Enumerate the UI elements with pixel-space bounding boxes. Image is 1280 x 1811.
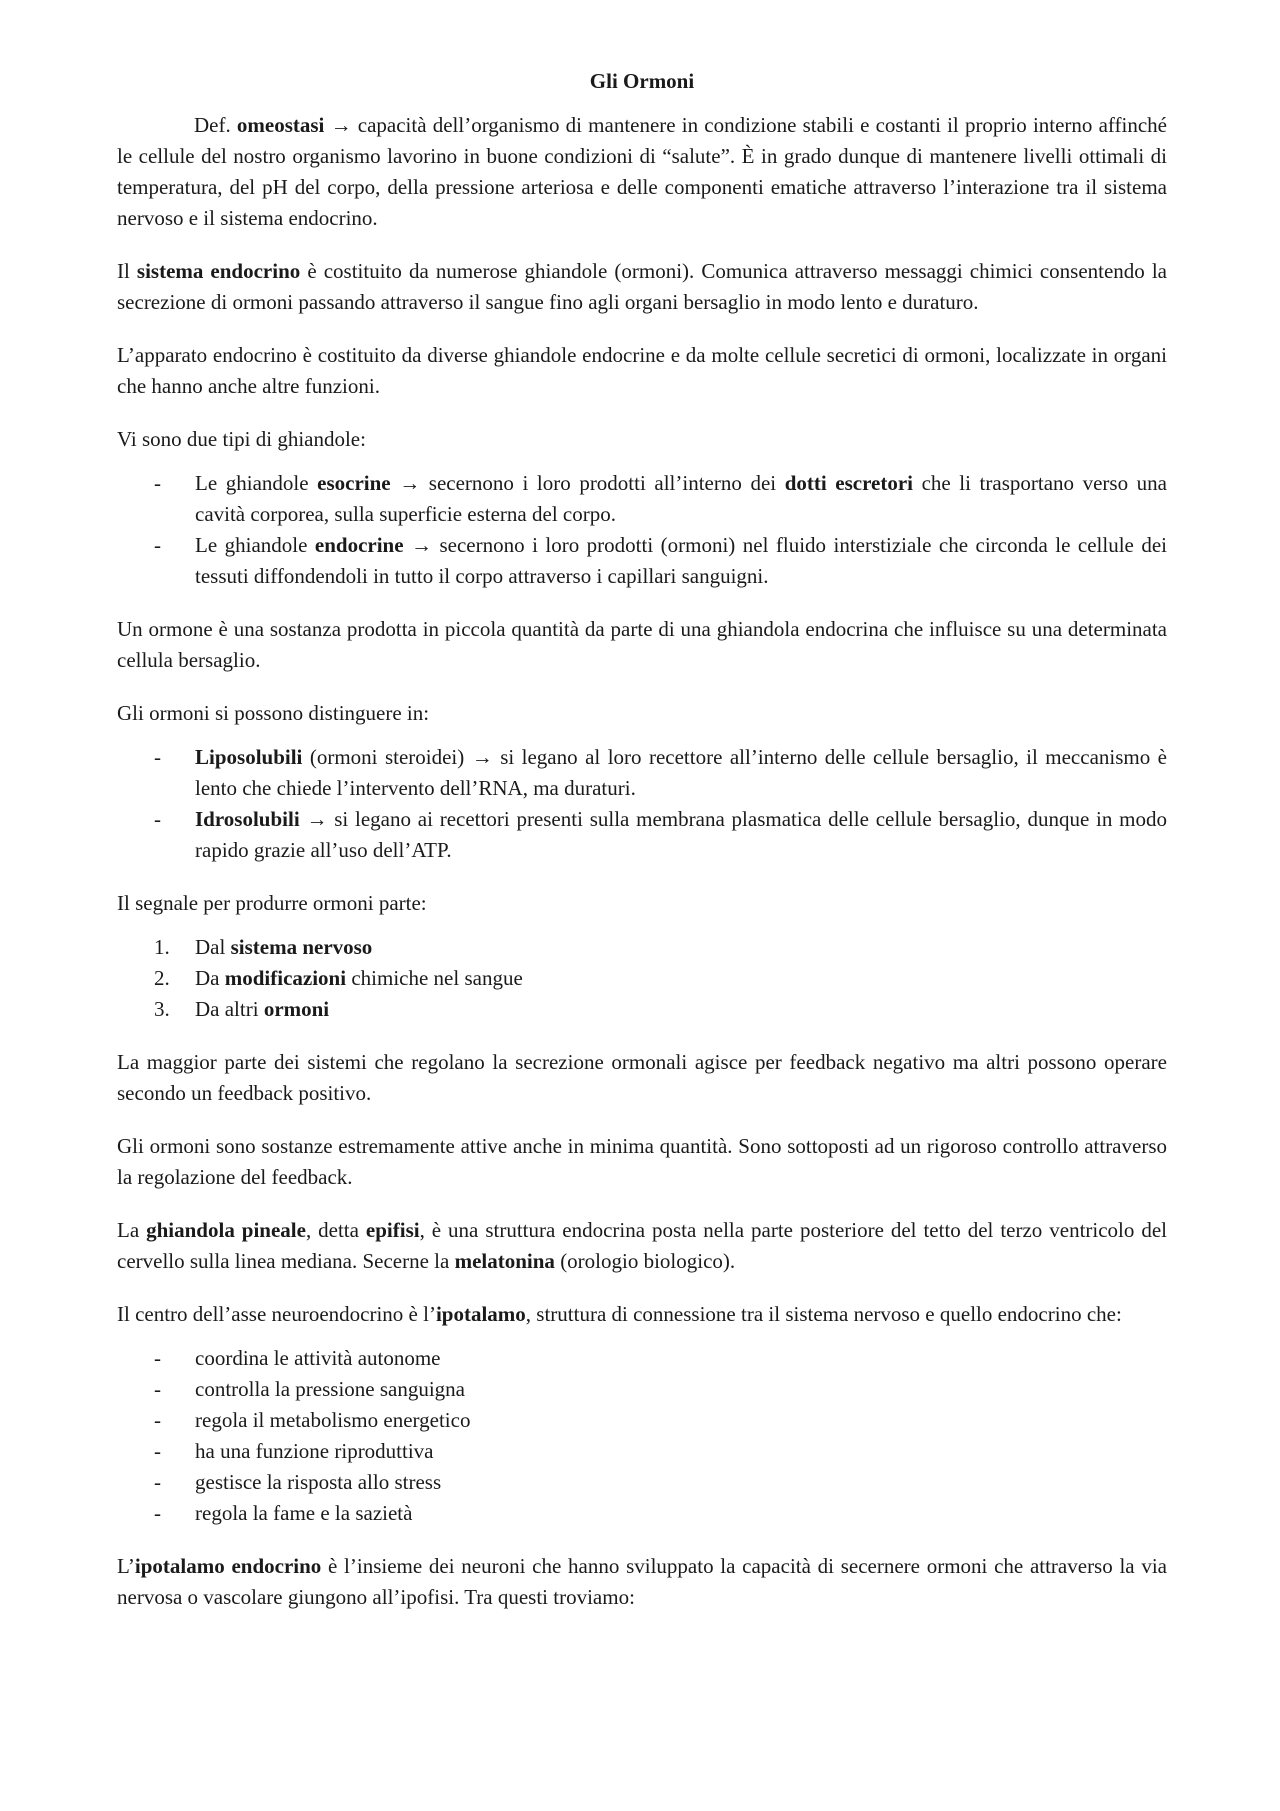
list-item: [117, 1343, 1167, 1374]
paragraph-omeostasi: [117, 110, 1167, 234]
number-marker: 2.: [154, 966, 170, 990]
number-marker: 1.: [154, 935, 170, 959]
text-span: è costituito da numerose ghiandole (ormoni). Comunica attraverso messaggi chimici consentendo la secrezione di ormoni passando attraverso il sangue fino agli organi bersaglio in modo lento e duraturo.: [117, 259, 1168, 314]
term-sistema-nervoso: sistema nervoso: [230, 935, 373, 959]
paragraph-distinzione-ormoni: Gli ormoni si possono distinguere in:: [117, 701, 430, 725]
list-item: [117, 742, 1167, 804]
text-span: Da: [195, 966, 225, 990]
bullet-marker: -: [154, 471, 161, 495]
text-span: chimiche nel sangue: [346, 966, 523, 990]
arrow-icon: →: [471, 745, 501, 769]
text-span: , detta: [305, 1218, 366, 1242]
paragraph-ghiandola-pineale: [117, 1215, 1167, 1277]
text-span: ha una funzione riproduttiva: [195, 1439, 434, 1463]
text-span: , è una struttura endocrina posta nella parte posteriore del tetto del terzo ventricolo del cervello sulla linea mediana. Secerne la: [117, 1218, 1167, 1273]
arrow-icon: →: [306, 807, 335, 831]
term-esocrine: esocrine: [317, 471, 391, 495]
text-span: , struttura di connessione tra il sistema nervoso e quello endocrino che:: [525, 1302, 1122, 1326]
bullet-marker: -: [154, 1439, 161, 1463]
list-item: [117, 1374, 1167, 1405]
paragraph-tipi-ghiandole: Vi sono due tipi di ghiandole:: [117, 427, 366, 451]
list-item: [117, 1467, 1167, 1498]
paragraph-definizione-ormone: Un ormone è una sostanza prodotta in piccola quantità da parte di una ghiandola endocrina che influisce su una determinata cellula bersaglio.: [117, 617, 1167, 672]
list-glands: [117, 468, 1167, 592]
list-ipotalamo-functions: [117, 1343, 1167, 1529]
paragraph-sistema-endocrino: [117, 256, 1167, 318]
text-span: si legano ai recettori presenti sulla membrana plasmatica delle cellule bersaglio, dunque in modo rapido grazie all’uso dell’ATP.: [195, 807, 1168, 862]
bullet-marker: -: [154, 1408, 161, 1432]
list-item: [117, 932, 1167, 963]
paragraph-segnale: Il segnale per produrre ormoni parte:: [117, 891, 427, 915]
page-title: Gli Ormoni: [589, 69, 695, 93]
document-body: [117, 66, 1167, 1635]
text-span: secernono i loro prodotti (ormoni) nel fluido interstiziale che circonda le cellule dei tessuti diffondendoli in tutto il corpo attraverso i capillari sanguigni.: [195, 533, 1167, 588]
text-span: controlla la pressione sanguigna: [195, 1377, 466, 1401]
bullet-marker: -: [154, 745, 161, 769]
term-omeostasi: omeostasi: [236, 113, 325, 137]
bullet-marker: -: [154, 1501, 161, 1525]
list-item: [117, 1498, 1167, 1529]
bullet-marker: -: [154, 1346, 161, 1370]
text-span: gestisce la risposta allo stress: [195, 1470, 442, 1494]
text-span: Le ghiandole: [195, 471, 318, 495]
paragraph-ipotalamo: [117, 1299, 1167, 1330]
list-item: [117, 1405, 1167, 1436]
term-sistema-endocrino: sistema endocrino: [136, 259, 301, 283]
term-endocrine: endocrine: [314, 533, 404, 557]
list-item: [117, 1436, 1167, 1467]
paragraph-apparato-endocrino: L’apparato endocrino è costituito da diverse ghiandole endocrine e da molte cellule secretici di ormoni, localizzate in organi che hanno anche altre funzioni.: [117, 343, 1167, 398]
term-melatonina: melatonina: [454, 1249, 555, 1273]
list-signals: [117, 932, 1167, 1025]
text-span: La: [117, 1218, 147, 1242]
text-span: (orologio biologico).: [554, 1249, 736, 1273]
bullet-marker: -: [154, 1377, 161, 1401]
text-span: Le ghiandole: [195, 533, 315, 557]
list-item: [117, 804, 1167, 866]
text-span: secernono i loro prodotti all’interno dei: [428, 471, 785, 495]
text-span: Il centro dell’asse neuroendocrino è l’: [117, 1302, 436, 1326]
text-span: L’: [117, 1554, 135, 1578]
text-span: che li trasportano verso una cavità corporea, sulla superficie esterna del corpo.: [195, 471, 1167, 526]
term-ipotalamo-endocrino: ipotalamo endocrino: [134, 1554, 322, 1578]
term-idrosolubili: Idrosolubili: [195, 807, 300, 831]
list-item: [117, 530, 1167, 592]
text-def: Def.: [194, 113, 237, 137]
arrow-icon: →: [324, 113, 358, 137]
bullet-marker: -: [154, 807, 161, 831]
paragraph-ormoni-attivi: Gli ormoni sono sostanze estremamente attive anche in minima quantità. Sono sottoposti ad un rigoroso controllo attraverso la regolazione del feedback.: [117, 1134, 1167, 1189]
term-ipotalamo: ipotalamo: [435, 1302, 526, 1326]
term-epifisi: epifisi: [365, 1218, 420, 1242]
term-liposolubili: Liposolubili: [195, 745, 303, 769]
text-span: Il: [117, 259, 137, 283]
text-span: Dal: [195, 935, 231, 959]
text-span: regola la fame e la sazietà: [195, 1501, 413, 1525]
term-dotti-escretori: dotti escretori: [784, 471, 913, 495]
text-span: è l’insieme dei neuroni che hanno sviluppato la capacità di secernere ormoni che attraverso la via nervosa o vascolare giungono all’ipofisi. Tra questi troviamo:: [117, 1554, 1167, 1609]
term-ghiandola-pineale: ghiandola pineale: [146, 1218, 306, 1242]
bullet-marker: -: [154, 533, 161, 557]
list-item: [117, 963, 1167, 994]
text-span: coordina le attività autonome: [195, 1346, 441, 1370]
list-item: [117, 994, 1167, 1025]
text-span: (ormoni steroidei): [302, 745, 472, 769]
term-ormoni: ormoni: [263, 997, 330, 1021]
number-marker: 3.: [154, 997, 170, 1021]
list-hormone-types: [117, 742, 1167, 866]
text-span: regola il metabolismo energetico: [195, 1408, 471, 1432]
bullet-marker: -: [154, 1470, 161, 1494]
arrow-icon: →: [390, 471, 429, 495]
paragraph-feedback: La maggior parte dei sistemi che regolano la secrezione ormonali agisce per feedback negativo ma altri possono operare secondo un feedback positivo.: [117, 1050, 1167, 1105]
text-span: si legano al loro recettore all’interno delle cellule bersaglio, il meccanismo è lento che chiede l’intervento dell’RNA, ma duraturi.: [195, 745, 1168, 800]
list-item: [117, 468, 1167, 530]
paragraph-ipotalamo-endocrino: [117, 1551, 1167, 1613]
text-span: Da altri: [195, 997, 264, 1021]
text-omeostasi-definition: capacità dell’organismo di mantenere in condizione stabili e costanti il proprio interno affinché le cellule del nostro organismo lavorino in buone condizioni di “salute”. È in grado dunque di mantenere livelli ottimali di temperatura, del pH del corpo, della pressione arteriosa e delle componenti ematiche attraverso l’interazione tra il sistema nervoso e il sistema endocrino.: [117, 113, 1168, 230]
term-modificazioni: modificazioni: [224, 966, 347, 990]
arrow-icon: →: [403, 533, 440, 557]
